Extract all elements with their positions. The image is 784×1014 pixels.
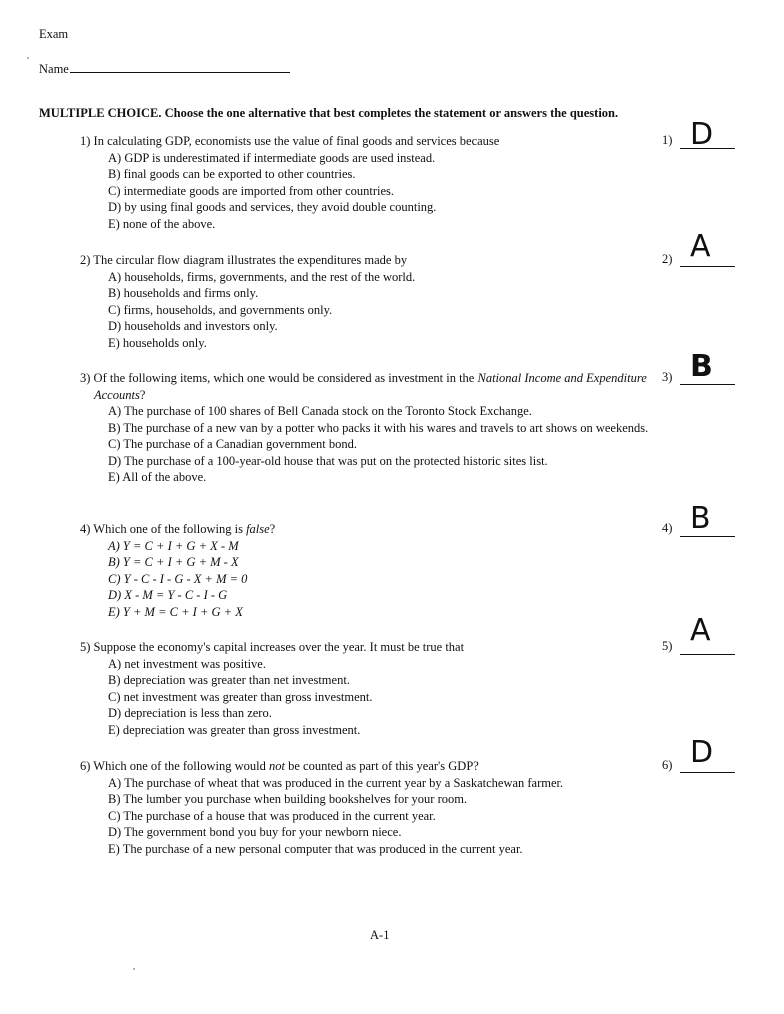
stray-mark xyxy=(27,57,29,59)
option-c: C) The purchase of a house that was produced in the current year. xyxy=(108,808,436,823)
option-c: C) intermediate goods are imported from other countries. xyxy=(108,183,395,198)
answer-line xyxy=(680,536,735,537)
question-3 xyxy=(80,370,650,486)
option-a: A) households, firms, governments, and the rest of the world. xyxy=(108,269,416,284)
question-6 xyxy=(80,758,650,857)
name-label: Name xyxy=(39,62,69,76)
option-e: E) households only. xyxy=(108,335,207,350)
section-heading: MULTIPLE CHOICE. Choose the one alternative that best completes the statement or answers the question. xyxy=(39,106,619,120)
answer-line xyxy=(680,772,735,773)
option-b: B) The lumber you purchase when building bookshelves for your room. xyxy=(108,792,468,806)
option-c: C) Y - C - I - G - X + M = 0 xyxy=(108,571,248,586)
option-a: A) The purchase of wheat that was produced in the current year by a Saskatchewan farmer. xyxy=(108,775,564,790)
option-d: D) by using final goods and services, they avoid double counting. xyxy=(108,200,437,214)
handwritten-answer: B xyxy=(690,349,713,384)
option-d: D) depreciation is less than zero. xyxy=(108,706,272,720)
question-2 xyxy=(80,252,650,351)
option-e: E) depreciation was greater than gross investment. xyxy=(108,722,361,737)
option-d: D) The government bond you buy for your newborn niece. xyxy=(108,825,402,839)
option-b: B) households and firms only. xyxy=(108,286,259,300)
option-a: A) GDP is underestimated if intermediate goods are used instead. xyxy=(108,150,436,165)
option-d: D) The purchase of a 100-year-old house that was put on the protected historic sites list. xyxy=(108,453,548,468)
option-c: C) The purchase of a Canadian government bond. xyxy=(108,437,357,451)
answer-line xyxy=(680,266,735,267)
option-d: D) X - M = Y - C - I - G xyxy=(108,588,228,602)
option-a: A) The purchase of 100 shares of Bell Canada stock on the Toronto Stock Exchange. xyxy=(108,404,532,418)
page-number: A-1 xyxy=(370,928,390,942)
answer-number: 6) xyxy=(662,758,673,772)
option-b: B) The purchase of a new van by a potter who packs it with his wares and travels to art shows on weekends. xyxy=(108,420,649,435)
option-c: C) net investment was greater than gross investment. xyxy=(108,689,373,704)
handwritten-answer: B xyxy=(690,501,711,536)
option-b: B) Y = C + I + G + M - X xyxy=(108,555,239,569)
option-a: A) net investment was positive. xyxy=(108,656,266,671)
answer-number: 4) xyxy=(662,521,673,535)
option-a: A) Y = C + I + G + X - M xyxy=(108,538,239,553)
answer-number: 2) xyxy=(662,252,673,266)
option-b: B) final goods can be exported to other countries. xyxy=(108,167,356,181)
name-field xyxy=(39,60,290,77)
question-stem: 1) In calculating GDP, economists use the value of final goods and services because xyxy=(80,134,500,148)
option-d: D) households and investors only. xyxy=(108,319,278,333)
question-5 xyxy=(80,639,650,738)
handwritten-answer: A xyxy=(690,613,711,648)
answer-number: 5) xyxy=(662,639,673,653)
handwritten-answer: A xyxy=(690,229,711,264)
option-b: B) depreciation was greater than net investment. xyxy=(108,673,350,687)
option-e: E) none of the above. xyxy=(108,216,216,231)
option-e: E) Y + M = C + I + G + X xyxy=(108,604,243,619)
question-1 xyxy=(80,133,650,232)
answer-line xyxy=(680,384,735,385)
handwritten-answer: D xyxy=(690,117,714,152)
question-stem: 5) Suppose the economy's capital increases over the year. It must be true that xyxy=(80,640,465,654)
answer-line xyxy=(680,654,735,655)
option-c: C) firms, households, and governments only. xyxy=(108,302,333,317)
question-stem: 2) The circular flow diagram illustrates the expenditures made by xyxy=(80,253,408,267)
handwritten-answer: D xyxy=(690,735,714,770)
question-stem: 4) Which one of the following is false? xyxy=(80,522,276,536)
answer-number: 3) xyxy=(662,370,673,384)
name-blank-line xyxy=(70,60,290,73)
question-stem: 6) Which one of the following would not be counted as part of this year's GDP? xyxy=(80,759,479,773)
question-4 xyxy=(80,521,650,620)
answer-number: 1) xyxy=(662,133,673,147)
option-e: E) The purchase of a new personal computer that was produced in the current year. xyxy=(108,841,523,856)
stray-mark xyxy=(133,968,135,970)
option-e: E) All of the above. xyxy=(108,470,207,484)
question-stem: 3) Of the following items, which one would be considered as investment in the National Income and Expenditure Accounts? xyxy=(80,371,647,402)
exam-label: Exam xyxy=(39,27,69,41)
